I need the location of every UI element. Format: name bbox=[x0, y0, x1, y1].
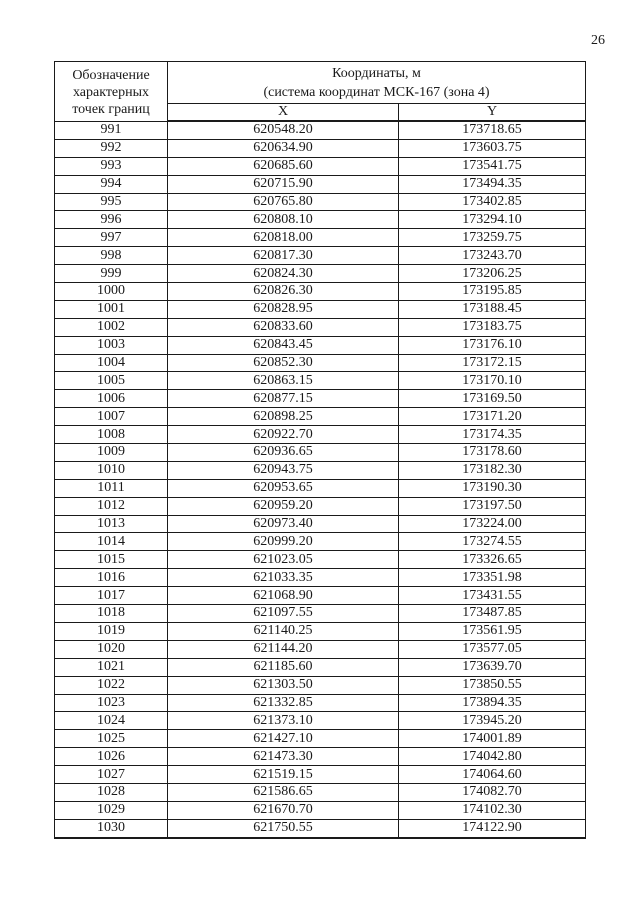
table-row bbox=[55, 300, 586, 318]
point-id-cell: 991 bbox=[55, 121, 168, 139]
point-id-cell: 1000 bbox=[55, 283, 168, 301]
y-coordinate-cell: 173577.05 bbox=[399, 640, 586, 658]
point-id-cell: 1026 bbox=[55, 748, 168, 766]
point-id-cell: 1024 bbox=[55, 712, 168, 730]
x-coordinate-cell: 620936.65 bbox=[168, 444, 399, 462]
table-row bbox=[55, 157, 586, 175]
x-coordinate-cell: 620828.95 bbox=[168, 300, 399, 318]
y-coordinate-cell: 173603.75 bbox=[399, 139, 586, 157]
x-coordinate-cell: 620953.65 bbox=[168, 479, 399, 497]
table-row bbox=[55, 193, 586, 211]
y-coordinate-cell: 173169.50 bbox=[399, 390, 586, 408]
point-id-cell: 1030 bbox=[55, 819, 168, 837]
table-row bbox=[55, 587, 586, 605]
y-coordinate-cell: 174082.70 bbox=[399, 783, 586, 801]
table-row bbox=[55, 444, 586, 462]
table-row bbox=[55, 426, 586, 444]
table-row bbox=[55, 676, 586, 694]
x-coordinate-cell: 620808.10 bbox=[168, 211, 399, 229]
y-coordinate-cell: 173182.30 bbox=[399, 461, 586, 479]
x-column-header: X bbox=[168, 104, 399, 122]
point-id-cell: 992 bbox=[55, 139, 168, 157]
table-row bbox=[55, 533, 586, 551]
table-row bbox=[55, 801, 586, 819]
point-id-cell: 996 bbox=[55, 211, 168, 229]
point-id-cell: 994 bbox=[55, 175, 168, 193]
x-coordinate-cell: 621332.85 bbox=[168, 694, 399, 712]
table-row bbox=[55, 336, 586, 354]
table-row bbox=[55, 175, 586, 193]
x-coordinate-cell: 620943.75 bbox=[168, 461, 399, 479]
point-id-cell: 1027 bbox=[55, 766, 168, 784]
y-coordinate-cell: 173541.75 bbox=[399, 157, 586, 175]
point-id-cell: 999 bbox=[55, 265, 168, 283]
point-label-line: точек границ bbox=[72, 101, 150, 117]
x-coordinate-cell: 621068.90 bbox=[168, 587, 399, 605]
point-id-cell: 1007 bbox=[55, 408, 168, 426]
table-row bbox=[55, 354, 586, 372]
point-label-line: Обозначение bbox=[72, 67, 150, 83]
x-coordinate-cell: 620548.20 bbox=[168, 121, 399, 139]
point-label-header bbox=[55, 62, 168, 122]
page-number: 26 bbox=[591, 33, 605, 48]
y-coordinate-cell: 173197.50 bbox=[399, 497, 586, 515]
point-id-cell: 1002 bbox=[55, 318, 168, 336]
y-coordinate-cell: 173326.65 bbox=[399, 551, 586, 569]
y-column-header: Y bbox=[399, 104, 586, 122]
point-id-cell: 1003 bbox=[55, 336, 168, 354]
table-row bbox=[55, 390, 586, 408]
point-id-cell: 1020 bbox=[55, 640, 168, 658]
table-row bbox=[55, 479, 586, 497]
y-coordinate-cell: 173274.55 bbox=[399, 533, 586, 551]
y-coordinate-cell: 173945.20 bbox=[399, 712, 586, 730]
x-coordinate-cell: 621427.10 bbox=[168, 730, 399, 748]
table-row bbox=[55, 658, 586, 676]
y-coordinate-cell: 174001.89 bbox=[399, 730, 586, 748]
point-id-cell: 1025 bbox=[55, 730, 168, 748]
y-coordinate-cell: 173259.75 bbox=[399, 229, 586, 247]
x-coordinate-cell: 621023.05 bbox=[168, 551, 399, 569]
table-row bbox=[55, 247, 586, 265]
x-coordinate-cell: 621303.50 bbox=[168, 676, 399, 694]
point-id-cell: 1005 bbox=[55, 372, 168, 390]
y-coordinate-cell: 173431.55 bbox=[399, 587, 586, 605]
point-id-cell: 998 bbox=[55, 247, 168, 265]
table-row bbox=[55, 819, 586, 837]
point-id-cell: 1004 bbox=[55, 354, 168, 372]
point-id-cell: 993 bbox=[55, 157, 168, 175]
table-row bbox=[55, 712, 586, 730]
x-coordinate-cell: 620817.30 bbox=[168, 247, 399, 265]
point-id-cell: 1008 bbox=[55, 426, 168, 444]
point-id-cell: 1028 bbox=[55, 783, 168, 801]
y-coordinate-cell: 173171.20 bbox=[399, 408, 586, 426]
y-coordinate-cell: 173188.45 bbox=[399, 300, 586, 318]
x-coordinate-cell: 621144.20 bbox=[168, 640, 399, 658]
point-id-cell: 1001 bbox=[55, 300, 168, 318]
table-row bbox=[55, 748, 586, 766]
y-coordinate-cell: 173172.15 bbox=[399, 354, 586, 372]
point-id-cell: 1013 bbox=[55, 515, 168, 533]
y-coordinate-cell: 173190.30 bbox=[399, 479, 586, 497]
x-coordinate-cell: 620877.15 bbox=[168, 390, 399, 408]
table-row bbox=[55, 783, 586, 801]
y-coordinate-cell: 173561.95 bbox=[399, 622, 586, 640]
x-coordinate-cell: 620843.45 bbox=[168, 336, 399, 354]
point-label-line: характерных bbox=[72, 84, 150, 100]
coordinates-title: Координаты, м bbox=[332, 66, 421, 81]
x-coordinate-cell: 620833.60 bbox=[168, 318, 399, 336]
table-row bbox=[55, 569, 586, 587]
x-coordinate-cell: 620852.30 bbox=[168, 354, 399, 372]
table-row bbox=[55, 121, 586, 139]
y-coordinate-cell: 174064.60 bbox=[399, 766, 586, 784]
x-coordinate-cell: 620765.80 bbox=[168, 193, 399, 211]
table-row bbox=[55, 766, 586, 784]
point-id-cell: 1012 bbox=[55, 497, 168, 515]
y-coordinate-cell: 173351.98 bbox=[399, 569, 586, 587]
y-coordinate-cell: 173178.60 bbox=[399, 444, 586, 462]
y-coordinate-cell: 173243.70 bbox=[399, 247, 586, 265]
x-coordinate-cell: 620922.70 bbox=[168, 426, 399, 444]
table-row bbox=[55, 461, 586, 479]
x-coordinate-cell: 620715.90 bbox=[168, 175, 399, 193]
point-id-cell: 1018 bbox=[55, 605, 168, 623]
table-row bbox=[55, 211, 586, 229]
y-coordinate-cell: 174042.80 bbox=[399, 748, 586, 766]
y-coordinate-cell: 173494.35 bbox=[399, 175, 586, 193]
point-id-cell: 1010 bbox=[55, 461, 168, 479]
table-row bbox=[55, 372, 586, 390]
y-coordinate-cell: 173894.35 bbox=[399, 694, 586, 712]
table-row bbox=[55, 265, 586, 283]
y-coordinate-cell: 174102.30 bbox=[399, 801, 586, 819]
table-row bbox=[55, 605, 586, 623]
point-id-cell: 1006 bbox=[55, 390, 168, 408]
x-coordinate-cell: 620898.25 bbox=[168, 408, 399, 426]
table-row bbox=[55, 551, 586, 569]
point-id-cell: 997 bbox=[55, 229, 168, 247]
y-coordinate-cell: 173170.10 bbox=[399, 372, 586, 390]
x-coordinate-cell: 620818.00 bbox=[168, 229, 399, 247]
y-coordinate-cell: 173718.65 bbox=[399, 121, 586, 139]
x-coordinate-cell: 621670.70 bbox=[168, 801, 399, 819]
table-body bbox=[55, 121, 586, 838]
x-coordinate-cell: 621586.65 bbox=[168, 783, 399, 801]
y-coordinate-cell: 173224.00 bbox=[399, 515, 586, 533]
point-id-cell: 1022 bbox=[55, 676, 168, 694]
table-row bbox=[55, 515, 586, 533]
table-row bbox=[55, 408, 586, 426]
table-row bbox=[55, 730, 586, 748]
coordinates-header bbox=[168, 62, 586, 104]
table-row bbox=[55, 229, 586, 247]
point-id-cell: 1029 bbox=[55, 801, 168, 819]
x-coordinate-cell: 621033.35 bbox=[168, 569, 399, 587]
table-row bbox=[55, 640, 586, 658]
x-coordinate-cell: 620826.30 bbox=[168, 283, 399, 301]
point-id-cell: 1017 bbox=[55, 587, 168, 605]
point-id-cell: 1021 bbox=[55, 658, 168, 676]
y-coordinate-cell: 173183.75 bbox=[399, 318, 586, 336]
y-coordinate-cell: 173176.10 bbox=[399, 336, 586, 354]
point-id-cell: 1023 bbox=[55, 694, 168, 712]
x-coordinate-cell: 621473.30 bbox=[168, 748, 399, 766]
table-row bbox=[55, 139, 586, 157]
x-coordinate-cell: 620824.30 bbox=[168, 265, 399, 283]
x-coordinate-cell: 621750.55 bbox=[168, 819, 399, 837]
table-header-row bbox=[55, 62, 586, 104]
point-id-cell: 1015 bbox=[55, 551, 168, 569]
point-id-cell: 1009 bbox=[55, 444, 168, 462]
table-row bbox=[55, 318, 586, 336]
table-row bbox=[55, 497, 586, 515]
point-id-cell: 1014 bbox=[55, 533, 168, 551]
y-coordinate-cell: 173174.35 bbox=[399, 426, 586, 444]
x-coordinate-cell: 620973.40 bbox=[168, 515, 399, 533]
y-coordinate-cell: 173402.85 bbox=[399, 193, 586, 211]
x-coordinate-cell: 621185.60 bbox=[168, 658, 399, 676]
point-id-cell: 1016 bbox=[55, 569, 168, 587]
y-coordinate-cell: 173639.70 bbox=[399, 658, 586, 676]
y-coordinate-cell: 173850.55 bbox=[399, 676, 586, 694]
x-coordinate-cell: 620634.90 bbox=[168, 139, 399, 157]
y-coordinate-cell: 173206.25 bbox=[399, 265, 586, 283]
x-coordinate-cell: 620959.20 bbox=[168, 497, 399, 515]
x-coordinate-cell: 620685.60 bbox=[168, 157, 399, 175]
table-row bbox=[55, 694, 586, 712]
y-coordinate-cell: 173487.85 bbox=[399, 605, 586, 623]
x-coordinate-cell: 621097.55 bbox=[168, 605, 399, 623]
x-coordinate-cell: 620999.20 bbox=[168, 533, 399, 551]
y-coordinate-cell: 174122.90 bbox=[399, 819, 586, 837]
table-row bbox=[55, 622, 586, 640]
table-row bbox=[55, 283, 586, 301]
point-id-cell: 995 bbox=[55, 193, 168, 211]
x-coordinate-cell: 621373.10 bbox=[168, 712, 399, 730]
x-coordinate-cell: 620863.15 bbox=[168, 372, 399, 390]
point-id-cell: 1011 bbox=[55, 479, 168, 497]
x-coordinate-cell: 621140.25 bbox=[168, 622, 399, 640]
point-id-cell: 1019 bbox=[55, 622, 168, 640]
x-coordinate-cell: 621519.15 bbox=[168, 766, 399, 784]
coordinate-system: (система координат МСК-167 (зона 4) bbox=[263, 85, 490, 100]
y-coordinate-cell: 173195.85 bbox=[399, 283, 586, 301]
coordinates-table bbox=[54, 61, 586, 839]
y-coordinate-cell: 173294.10 bbox=[399, 211, 586, 229]
